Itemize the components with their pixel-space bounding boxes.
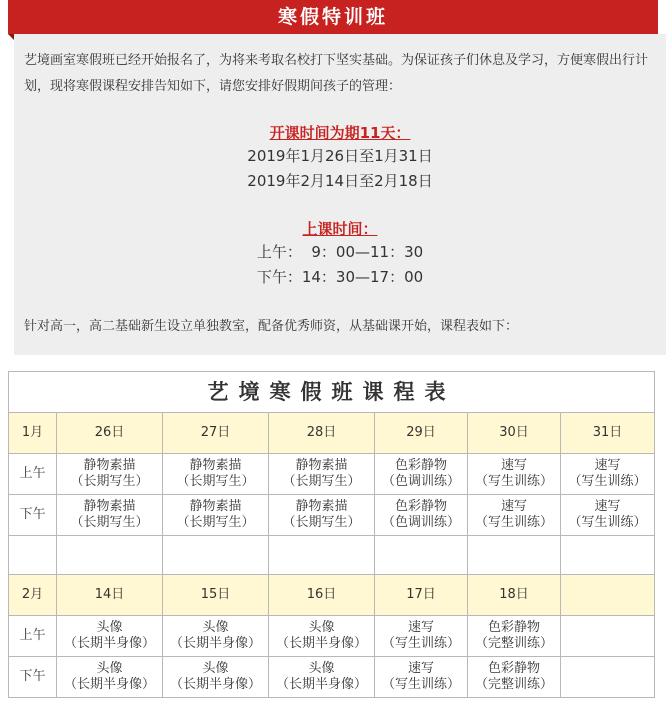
lesson-detail: （完整训练） xyxy=(474,677,553,692)
day-header: 29日 xyxy=(375,413,468,454)
lesson-cell xyxy=(57,454,163,495)
lesson-detail: （写生训练） xyxy=(474,474,553,489)
day-header: 28日 xyxy=(269,413,375,454)
lesson-name: 静物素描 xyxy=(83,499,136,514)
lesson-cell xyxy=(468,454,561,495)
lesson-cell xyxy=(269,495,375,536)
month-label: 2月 xyxy=(9,575,57,616)
lesson-cell xyxy=(561,454,655,495)
lesson-cell xyxy=(57,495,163,536)
lesson-detail: （长期半身像） xyxy=(275,677,367,692)
lesson-detail: （写生训练） xyxy=(568,515,647,530)
day-header: 27日 xyxy=(163,413,269,454)
lesson-detail: （长期写生） xyxy=(282,474,361,489)
lesson-detail: （色调训练） xyxy=(381,474,460,489)
spacer-cell xyxy=(561,536,655,575)
class-time-block xyxy=(24,218,656,290)
lesson-cell xyxy=(561,495,655,536)
lesson-name: 速写 xyxy=(594,499,621,514)
lesson-detail: （完整训练） xyxy=(474,636,553,651)
lesson-cell xyxy=(375,495,468,536)
lesson-cell xyxy=(375,616,468,657)
lesson-name: 色彩静物 xyxy=(487,661,540,676)
period-label: 下午 xyxy=(9,657,57,698)
day-header: 15日 xyxy=(163,575,269,616)
lesson-cell xyxy=(163,495,269,536)
period-label: 下午 xyxy=(9,495,57,536)
spacer-cell xyxy=(269,536,375,575)
lesson-name: 静物素描 xyxy=(189,499,242,514)
lesson-name: 色彩静物 xyxy=(487,620,540,635)
lesson-name: 静物素描 xyxy=(83,458,136,473)
spacer-cell xyxy=(163,536,269,575)
lesson-name: 速写 xyxy=(407,620,434,635)
lesson-detail: （长期写生） xyxy=(282,515,361,530)
day-header: 16日 xyxy=(269,575,375,616)
lesson-cell xyxy=(561,616,655,657)
day-header: 17日 xyxy=(375,575,468,616)
lesson-name: 静物素描 xyxy=(189,458,242,473)
duration-line: 2019年2月14日至2月18日 xyxy=(247,172,433,190)
month-header-row xyxy=(9,575,655,616)
day-header: 14日 xyxy=(57,575,163,616)
lesson-name: 速写 xyxy=(407,661,434,676)
month-header-row xyxy=(9,413,655,454)
period-label: 上午 xyxy=(9,616,57,657)
spacer-cell xyxy=(468,536,561,575)
lesson-name: 头像 xyxy=(202,661,229,676)
lesson-detail: （色调训练） xyxy=(381,515,460,530)
afternoon-row xyxy=(9,495,655,536)
day-header: 30日 xyxy=(468,413,561,454)
lesson-cell xyxy=(269,616,375,657)
spacer-row xyxy=(9,536,655,575)
morning-row xyxy=(9,616,655,657)
lesson-cell xyxy=(163,454,269,495)
day-header: 18日 xyxy=(468,575,561,616)
lesson-name: 速写 xyxy=(594,458,621,473)
lesson-name: 速写 xyxy=(500,458,527,473)
intro-text: 艺境画室寒假班已经开始报名了，为将来考取名校打下坚实基础。为保证孩子们休息及学习，方便寒假出行计划，现将寒假课程安排告知如下，请您安排好假期间孩子的管理： xyxy=(24,53,649,94)
lesson-cell xyxy=(57,616,163,657)
class-time-line: 下午：14：30—17：00 xyxy=(256,268,424,286)
lesson-name: 头像 xyxy=(308,661,335,676)
lesson-name: 头像 xyxy=(202,620,229,635)
spacer-cell xyxy=(57,536,163,575)
banner-title: 寒假特训班 xyxy=(8,0,658,34)
afternoon-row xyxy=(9,657,655,698)
lesson-name: 头像 xyxy=(96,620,123,635)
lesson-name: 头像 xyxy=(96,661,123,676)
lesson-detail: （长期半身像） xyxy=(275,636,367,651)
lesson-name: 速写 xyxy=(500,499,527,514)
day-header xyxy=(561,575,655,616)
lesson-cell xyxy=(375,454,468,495)
period-label: 上午 xyxy=(9,454,57,495)
lesson-detail: （长期半身像） xyxy=(63,636,155,651)
duration-line: 2019年1月26日至1月31日 xyxy=(247,147,433,165)
lesson-detail: （长期写生） xyxy=(176,474,255,489)
lesson-cell xyxy=(163,657,269,698)
duration-title: 开课时间为期11天： xyxy=(269,124,411,142)
lesson-detail: （长期半身像） xyxy=(63,677,155,692)
lesson-detail: （写生训练） xyxy=(381,636,460,651)
lesson-name: 静物素描 xyxy=(295,458,348,473)
notice-box xyxy=(14,34,666,355)
lesson-name: 头像 xyxy=(308,620,335,635)
lesson-detail: （写生训练） xyxy=(474,515,553,530)
schedule-table xyxy=(8,371,655,698)
lesson-cell xyxy=(163,616,269,657)
lesson-name: 静物素描 xyxy=(295,499,348,514)
lesson-cell xyxy=(468,616,561,657)
lesson-name: 色彩静物 xyxy=(394,499,447,514)
lesson-cell xyxy=(269,454,375,495)
spacer-cell xyxy=(375,536,468,575)
lesson-detail: （写生训练） xyxy=(568,474,647,489)
schedule-title: 艺境寒假班课程表 xyxy=(9,372,655,413)
lesson-cell xyxy=(468,657,561,698)
lesson-cell xyxy=(468,495,561,536)
morning-row xyxy=(9,454,655,495)
duration-block xyxy=(24,122,656,194)
spacer-cell xyxy=(9,536,57,575)
lesson-detail: （长期半身像） xyxy=(169,636,261,651)
lesson-detail: （长期写生） xyxy=(70,515,149,530)
class-time-line: 上午： 9：00—11：30 xyxy=(256,243,424,261)
day-header: 31日 xyxy=(561,413,655,454)
lesson-detail: （长期半身像） xyxy=(169,677,261,692)
class-time-title: 上课时间： xyxy=(302,220,378,238)
lesson-cell xyxy=(561,657,655,698)
closing-text: 针对高一，高二基础新生设立单独教室，配备优秀师资，从基础课开始，课程表如下： xyxy=(24,319,519,334)
lesson-name: 色彩静物 xyxy=(394,458,447,473)
lesson-cell xyxy=(269,657,375,698)
lesson-detail: （写生训练） xyxy=(381,677,460,692)
lesson-detail: （长期写生） xyxy=(70,474,149,489)
lesson-cell xyxy=(57,657,163,698)
month-label: 1月 xyxy=(9,413,57,454)
day-header: 26日 xyxy=(57,413,163,454)
lesson-cell xyxy=(375,657,468,698)
lesson-detail: （长期写生） xyxy=(176,515,255,530)
